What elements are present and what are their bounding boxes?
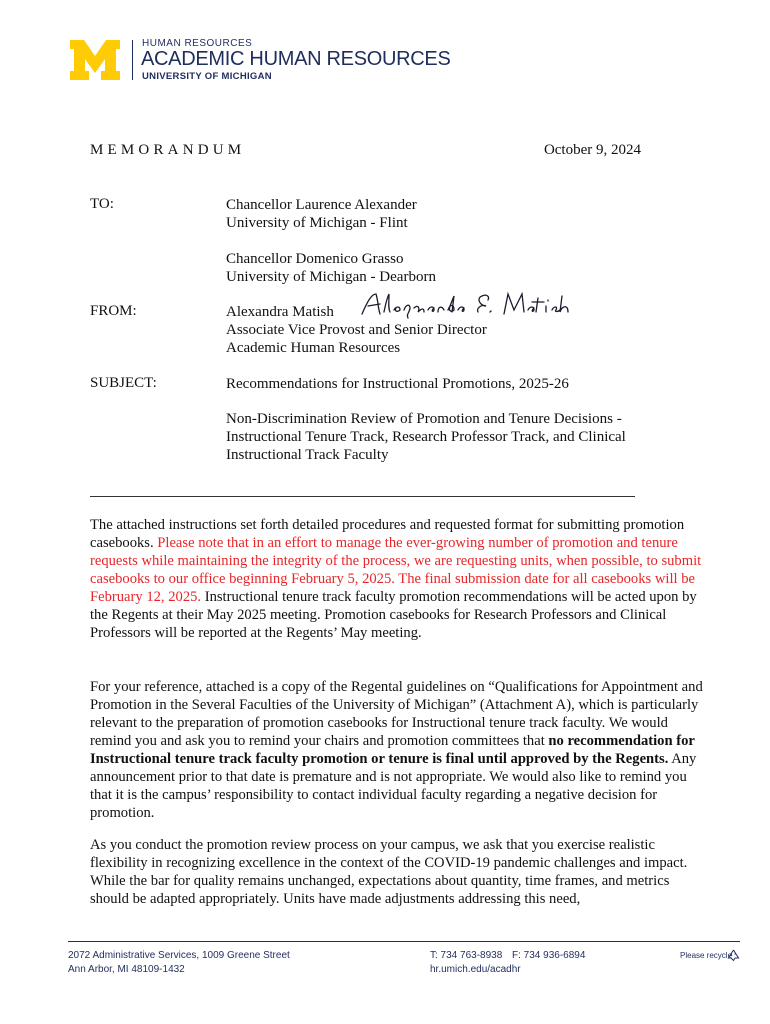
signature-image (358, 290, 573, 320)
p1-red-notice: Please note that in an effort to manage the ever-growing number of promotion and tenure requests while maintaining the integrity of the process, we are requesting units, when possible, to submit casebooks to our office beginning February 5, 2025. The final submission date for all casebooks will be February 12, 2025. (90, 535, 702, 605)
memo-date: October 9, 2024 (543, 142, 641, 158)
footer-fax: F: 734 936-6894 (512, 950, 586, 961)
p2-text-end: Any announcement prior to that date is premature and is not appropriate. We would also like to remind you that it is the campus’ responsibility to contact individual faculty regarding a negative decision for promotion. (90, 751, 697, 821)
letterhead-main-title: ACADEMIC HUMAN RESOURCES (141, 48, 451, 70)
subject-line: Recommendations for Instructional Promotions, 2025-26 (226, 376, 569, 392)
subject-label: SUBJECT: (90, 375, 157, 391)
p2-text-start: For your reference, attached is a copy of the Regental guidelines on “Qualifications for Appointment and Promotion in the Several Faculties of the University of Michigan” (Attachment A), which is particularly relevant to the preparation of promotion casebooks for Instructional tenure track faculty. We would remind you and ask you to remind your chairs and promotion committees that (90, 679, 703, 749)
from-label: FROM: (90, 303, 137, 319)
to-line-2: University of Michigan - Flint (226, 215, 408, 231)
footer-divider (68, 941, 740, 942)
footer-website[interactable]: hr.umich.edu/acadhr (430, 964, 521, 975)
footer-address-2: Ann Arbor, MI 48109-1432 (68, 964, 185, 975)
footer-phone: T: 734 763-8938 (430, 950, 503, 961)
from-name: Alexandra Matish (226, 304, 334, 320)
paragraph-2 (90, 678, 710, 822)
from-dept: Academic Human Resources (226, 340, 401, 356)
subject-detail-2: Instructional Tenure Track, Research Professor Track, and Clinical (226, 429, 626, 445)
letterhead-small-title: HUMAN RESOURCES (142, 38, 253, 49)
footer-address-1: 2072 Administrative Services, 1009 Greene Street (68, 950, 290, 961)
header-divider (90, 496, 635, 497)
from-title: Associate Vice Provost and Senior Director (226, 322, 487, 338)
subject-detail-3: Instructional Track Faculty (226, 447, 389, 463)
to-line-3: Chancellor Domenico Grasso (226, 251, 404, 267)
block-m-logo (68, 40, 122, 80)
to-line-1: Chancellor Laurence Alexander (226, 197, 417, 213)
subject-detail-1: Non-Discrimination Review of Promotion and Tenure Decisions - (226, 411, 622, 427)
letterhead-university: UNIVERSITY OF MICHIGAN (142, 71, 272, 82)
memo-title: MEMORANDUM (90, 142, 246, 158)
to-line-4: University of Michigan - Dearborn (226, 269, 436, 285)
to-label: TO: (90, 196, 114, 212)
paragraph-1 (90, 516, 710, 642)
recycle-text: Please recycle (680, 951, 733, 960)
recycle-icon (727, 949, 740, 962)
p2-bold-notice: no recommendation for Instructional tenure track faculty promotion or tenure is final until approved by the Regents. (90, 733, 695, 767)
p1-text-start: The attached instructions set forth detailed procedures and requested format for submitting promotion casebooks. (90, 517, 685, 551)
letterhead-divider (132, 40, 133, 80)
p3-text: As you conduct the promotion review process on your campus, we ask that you exercise realistic flexibility in recognizing excellence in the context of the COVID-19 pandemic challenges and impact. While the bar for quality remains unchanged, expectations about quantity, time frames, and metrics should be adapted appropriately. Units have made adjustments addressing this need, (90, 837, 688, 907)
paragraph-3 (90, 836, 710, 908)
p1-text-end: Instructional tenure track faculty promotion recommendations will be acted upon by the Regents at their May 2025 meeting. Promotion casebooks for Research Professors and Clinical Professors will be reported at the Regents’ May meeting. (90, 589, 697, 641)
